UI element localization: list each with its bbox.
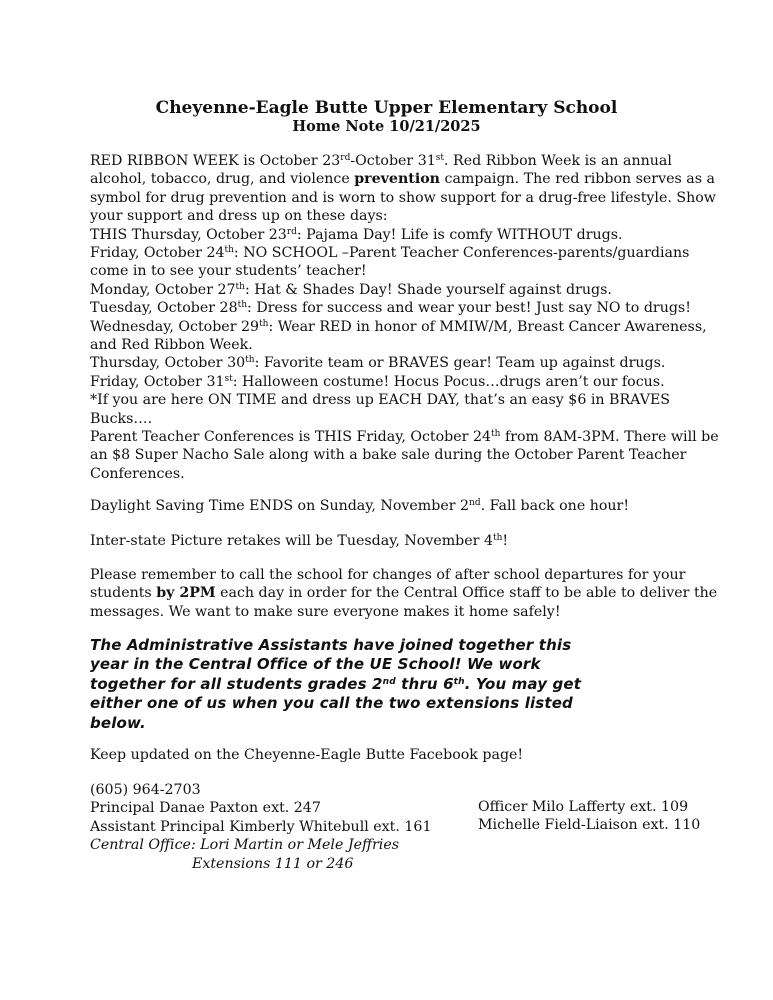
contacts-left [90, 781, 431, 873]
text: . Red Ribbon Week is an annual [444, 153, 672, 169]
central-office-extensions: Extensions 111 or 246 [192, 855, 354, 872]
text: each day in order for the Central Office staff to be able to deliver the [215, 585, 718, 602]
text-line: either one of us when you call the two extensions listed [90, 694, 573, 713]
day-theme: : Halloween costume! Hocus Pocus…drugs aren’t our focus. [232, 373, 665, 390]
day-theme: : Hat & Shades Day! Shade yourself against drugs. [244, 281, 612, 298]
text-line: symbol for drug prevention and is worn to show support for a drug-free lifestyle. Show [90, 189, 716, 206]
text-line: Please remember to call the school for changes of after school departures for your [90, 567, 686, 583]
text: Parent Teacher Conferences is THIS Friday, October 24 [90, 429, 492, 445]
text-line: an $8 Super Nacho Sale along with a bake sale during the October Parent Teacher [90, 447, 687, 464]
text-line: *If you are here ON TIME and dress up EACH DAY, that’s an easy $6 in BRAVES [90, 392, 671, 409]
text-line: your support and dress up on these days: [90, 208, 388, 225]
superscript: rd [286, 226, 297, 237]
day-label: Friday, October 24 [90, 245, 225, 262]
superscript: th [491, 429, 501, 439]
assistant-principal-contact: Assistant Principal Kimberly Whitebull ext. 161 [90, 818, 432, 835]
departures-section [90, 566, 718, 621]
red-ribbon-section [90, 152, 716, 428]
superscript: th [245, 355, 255, 366]
text-line: come in to see your students’ teacher! [90, 263, 367, 280]
text-line: messages. We want to make sure everyone makes it home safely! [90, 603, 561, 620]
day-theme: : NO SCHOOL –Parent Teacher Conferences-parents/guardians [233, 245, 690, 262]
facebook-note [90, 746, 690, 764]
text: campaign. The red ribbon serves as a [440, 171, 716, 188]
day-label: Monday, October 27 [90, 281, 236, 298]
superscript: st [224, 373, 233, 384]
day-label: Friday, October 31 [90, 373, 225, 390]
day-label: THIS Thursday, October 23 [90, 226, 287, 243]
text: ! [502, 533, 509, 549]
text: thru 6 [395, 674, 454, 693]
text: RED RIBBON WEEK is October 23 [90, 153, 341, 169]
text-line: below. [90, 713, 146, 732]
text-line: and Red Ribbon Week. [90, 337, 253, 354]
superscript: th [492, 533, 503, 543]
superscript: nd [469, 498, 481, 508]
day-theme: : Wear RED in honor of MMIW/M, Breast Cancer Awareness, [268, 318, 707, 335]
text-line: Keep updated on the Cheyenne-Eagle Butte Facebook page! [90, 747, 524, 763]
officer-contact: Officer Milo Lafferty ext. 109 [478, 799, 689, 815]
text: -October 31 [350, 153, 436, 169]
dst-section [90, 497, 690, 515]
day-label: Tuesday, October 28 [90, 300, 238, 317]
superscript: th [224, 245, 234, 256]
bold-text: prevention [354, 171, 440, 188]
text: students [90, 585, 157, 602]
text: from 8AM-3PM. There will be [500, 429, 719, 445]
text: Inter-state Picture retakes will be Tuesday, November 4 [90, 533, 493, 549]
text-line: The Administrative Assistants have joined together this [90, 636, 572, 654]
conferences-section [90, 428, 719, 483]
superscript: th [237, 300, 248, 311]
bold-text: by 2PM [156, 585, 216, 602]
liaison-contact: Michelle Field-Liaison ext. 110 [478, 817, 701, 834]
text: Daylight Saving Time ENDS on Sunday, November 2 [90, 498, 470, 514]
superscript: th [235, 281, 245, 292]
day-theme: : Favorite team or BRAVES gear! Team up against drugs. [254, 355, 666, 372]
school-name: Cheyenne-Eagle Butte Upper Elementary School [155, 98, 618, 118]
text: . You may get [464, 674, 582, 693]
retakes-section [90, 532, 690, 550]
day-label: Thursday, October 30 [90, 355, 246, 372]
text-line: year in the Central Office of the UE School! We work [90, 655, 541, 674]
text: . Fall back one hour! [480, 498, 630, 514]
contacts-right [478, 798, 700, 835]
day-label: Wednesday, October 29 [90, 318, 260, 335]
phone-number: (605) 964-2703 [90, 782, 201, 798]
superscript: th [259, 318, 269, 329]
central-office-contact: Central Office: Lori Martin or Mele Jeffries [90, 837, 400, 854]
day-theme: : Dress for success and wear your best! Just say NO to drugs! [247, 300, 691, 317]
admin-assistants-announcement [90, 636, 690, 733]
note-date: Home Note 10/21/2025 [292, 118, 481, 135]
text: together for all students grades 2 [90, 674, 383, 693]
principal-contact: Principal Danae Paxton ext. 247 [90, 800, 321, 817]
superscript: th [453, 676, 465, 687]
text-line: Conferences. [90, 465, 185, 482]
superscript: rd [340, 153, 351, 163]
superscript: nd [382, 676, 396, 687]
text-line: Bucks…. [90, 410, 153, 427]
day-theme: : Pajama Day! Life is comfy WITHOUT drugs. [296, 226, 623, 243]
superscript: st [435, 153, 445, 163]
text: alcohol, tobacco, drug, and violence [90, 171, 355, 188]
